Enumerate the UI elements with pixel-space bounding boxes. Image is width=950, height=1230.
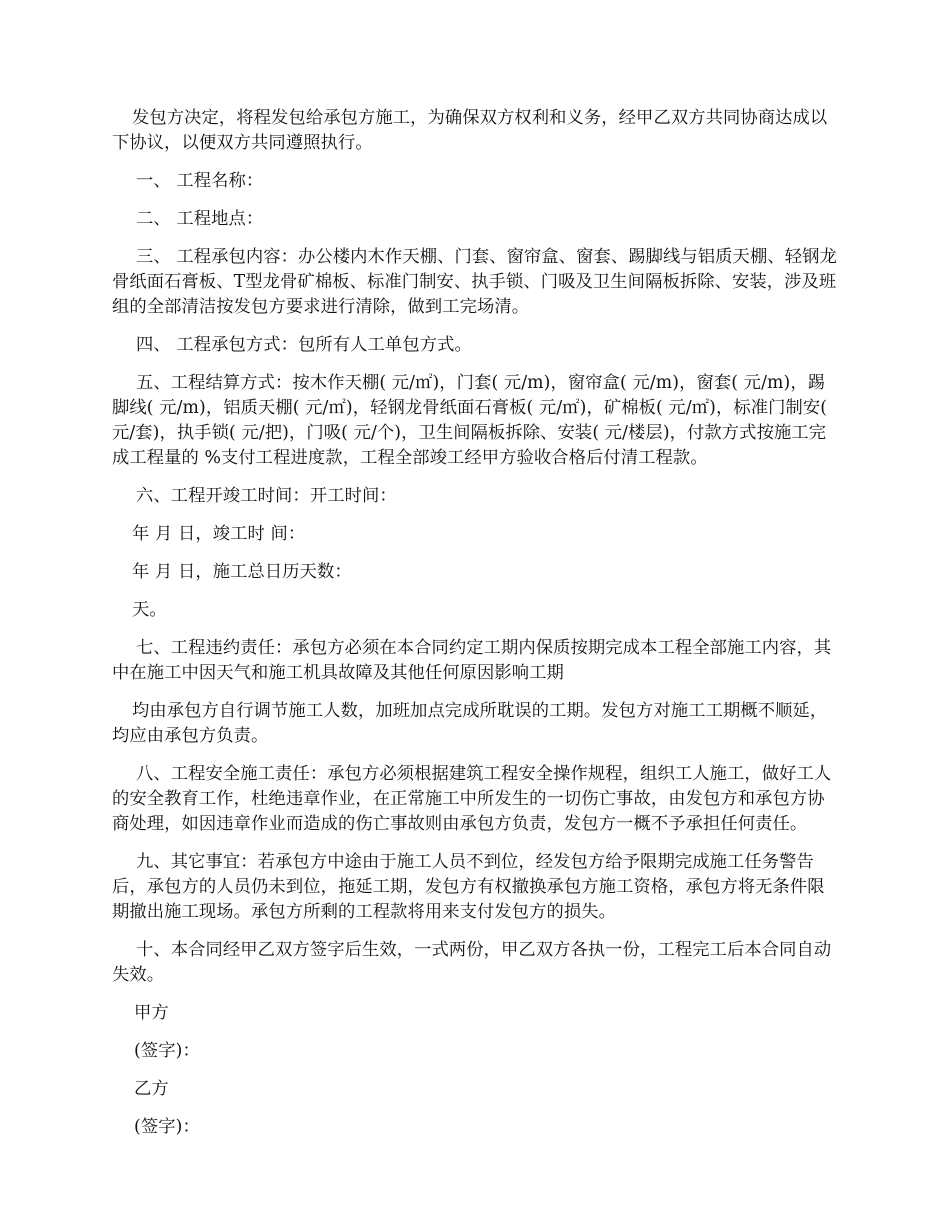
clause-breach-liability: 七、工程违约责任：承包方必须在本合同约定工期内保质按期完成本工程全部施工内容，其中在施工中因天气和施工机具故障及其他任何原因影响工期 bbox=[112, 638, 832, 683]
schedule-days-unit: 天。 bbox=[132, 600, 167, 620]
party-a-label: 甲方 bbox=[134, 1003, 169, 1023]
clause-contract-method: 四、 工程承包方式：包所有人工单包方式。 bbox=[136, 335, 472, 355]
clause-settlement-method: 五、工程结算方式：按木作天棚( 元/㎡)，门套( 元/m)，窗帘盒( 元/m)，窗套( 元/m)，踢脚线( 元/m)，铝质天棚( 元/㎡)，轻钢龙骨纸面石膏板( 元/㎡)，矿棉板( 元/㎡)，标准门制安( 元/套)，执手锁( 元/把)，门吸( 元/个)，卫生间隔板拆除、安装( 元/楼层)，付款方式按施工完成工程量的 %支付工程进度款，工程全部竣工经甲方验收合格后付清工程款。 bbox=[112, 373, 828, 468]
intro-paragraph: 发包方决定，将程发包给承包方施工，为确保双方权利和义务，经甲乙双方共同协商达成以下协议，以便双方共同遵照执行。 bbox=[112, 108, 828, 153]
schedule-total-days: 年 月 日，施工总日历天数： bbox=[132, 562, 352, 582]
clause-contract-scope: 三、 工程承包内容：办公楼内木作天棚、门套、窗帘盒、窗套、踢脚线与铝质天棚、轻钢龙骨纸面石膏板、T型龙骨矿棉板、标准门制安、执手锁、门吸及卫生间隔板拆除、安装，涉及班组的全部清洁按发包方要求进行清除，做到工完场清。 bbox=[112, 247, 837, 317]
clause-breach-liability-continued: 均由承包方自行调节施工人数，加班加点完成所耽误的工期。发包方对施工工期概不顺延，均应由承包方负责。 bbox=[112, 701, 828, 746]
clause-schedule: 六、工程开竣工时间：开工时间： bbox=[136, 486, 397, 506]
party-a-signature: (签字)： bbox=[134, 1041, 200, 1061]
party-b-label: 乙方 bbox=[134, 1079, 169, 1099]
clause-safety-responsibility: 八、工程安全施工责任：承包方必须根据建筑工程安全操作规程，组织工人施工，做好工人的安全教育工作，杜绝违章作业，在正常施工中所发生的一切伤亡事故，由发包方和承包方协商处理，如因违章作业而造成的伤亡事故则由承包方负责，发包方一概不予承担任何责任。 bbox=[112, 764, 832, 834]
clause-effectiveness: 十、本合同经甲乙双方签字后生效，一式两份，甲乙双方各执一份，工程完工后本合同自动失效。 bbox=[112, 940, 832, 985]
clause-project-location: 二、 工程地点： bbox=[136, 209, 264, 229]
schedule-completion-date: 年 月 日，竣工时 间： bbox=[132, 524, 306, 544]
clause-other-matters: 九、其它事宜：若承包方中途由于施工人员不到位，经发包方给予限期完成施工任务警告后，承包方的人员仍未到位，拖延工期，发包方有权撤换承包方施工资格，承包方将无条件限期撤出施工现场。承包方所剩的工程款将用来支付发包方的损失。 bbox=[112, 852, 825, 922]
clause-project-name: 一、 工程名称： bbox=[136, 171, 264, 191]
contract-document bbox=[112, 106, 840, 1153]
party-b-signature: (签字)： bbox=[134, 1117, 200, 1137]
